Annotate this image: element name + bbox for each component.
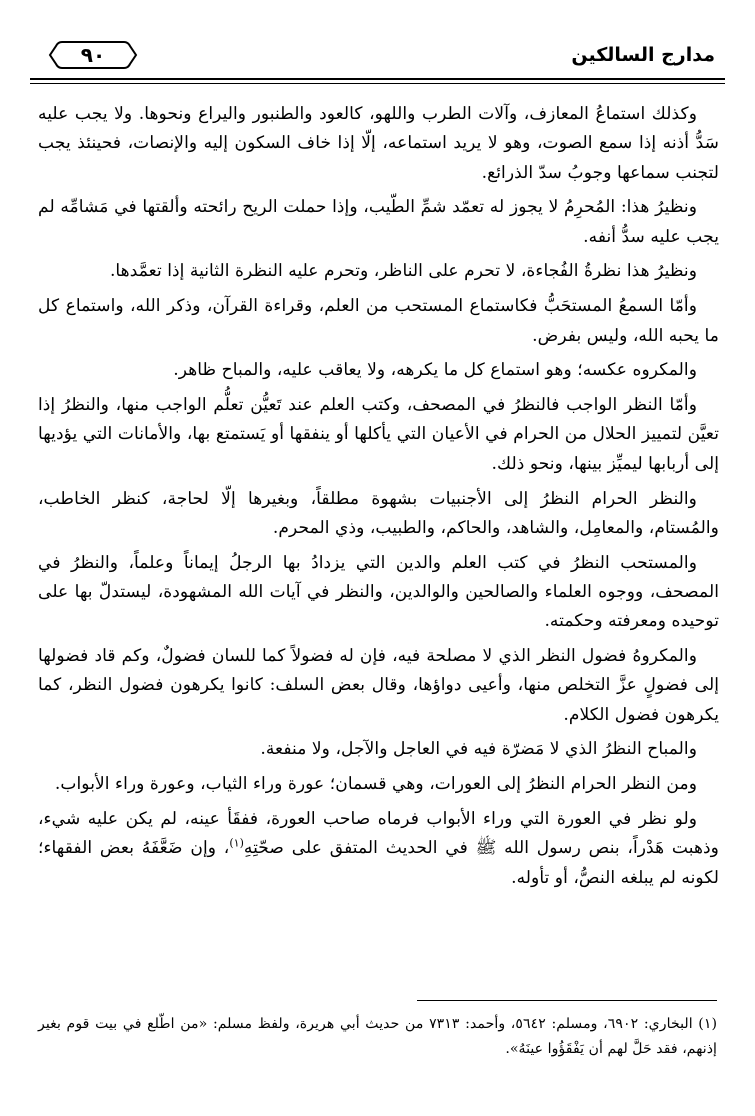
paragraph: والمباح النظرُ الذي لا مَضرّة فيه في العاجل والآجل، ولا منفعة.: [260, 739, 697, 760]
paragraph: والمكروه عكسه؛ وهو استماع كل ما يكرهه، ولا يعاقب عليه، والمباح ظاهر.: [173, 360, 697, 381]
footnote: (١) البخاري: ٦٩٠٢، ومسلم: ٥٦٤٢، وأحمد: ٧٣١٣ من حديث أبي هريرة، ولفظ مسلم: «من اطّلع في بيت قوم بغير إذنهم، فقد حَلَّ لهم أن يَفْقَؤُوا عينَهُ».: [38, 1016, 717, 1057]
header-rule-thin: [30, 83, 725, 84]
book-title: مدارج السالكين: [571, 44, 715, 66]
paragraph: ومن النظر الحرام النظرُ إلى العورات، وهي قسمان؛ عورة وراء الثياب، وعورة وراء الأبواب.: [54, 774, 697, 795]
footnote-reference[interactable]: (١): [229, 836, 244, 850]
paragraph-text: ، وإن ضَعَّفَهُ بعض الفقهاء؛ لكونه لم يبلغه النصُّ، أو تأوله.: [38, 838, 719, 888]
paragraph-with-footnote: [38, 805, 719, 893]
page-number-badge: [48, 40, 138, 70]
paragraph: والمكروهُ فضول النظر الذي لا مصلحة فيه، فإن له فضولاً كما للسان فضولٌ، وكم قاد فضولها إلى فضولٍ عزَّ التخلص منها، وأعيى دواؤها، وقال بعض السلف: كانوا يكرهون فضول النظر، كما يكرهون فضول الكلام.: [38, 646, 719, 725]
paragraph: والمستحب النظرُ في كتب العلم والدين التي يزدادُ بها الرجلُ إيماناً وعلماً، والنظرُ في المصحف، ووجوه العلماء والصالحين والوالدين، والنظر في آيات الله المشهودة، ليستدلّ بها على توحيده ومعرفته وحكمته.: [38, 552, 719, 632]
page-number: ٩٠: [80, 43, 106, 67]
main-text: [38, 100, 719, 898]
paragraph: وأمّا السمعُ المستحَبُّ فكاستماع المستحب من العلم، وقراءة القرآن، وذكر الله، واستماع كل ما يحبه الله، وليس بفرض.: [38, 296, 719, 346]
paragraph: ونظيرُ هذا نظرةُ الفُجاءة، لا تحرم على الناظر، وتحرم عليه النظرة الثانية إذا تعمَّدها.: [109, 261, 697, 282]
page-header: [30, 38, 725, 88]
paragraph: ونظيرُ هذا: المُحرِمُ لا يجوز له تعمّد شمِّ الطّيب، وإذا حملت الريح رائحته وألقتها في مَشامِّه لم يجب عليه سدُّ أنفه.: [38, 197, 719, 247]
header-rule-thick: [30, 78, 725, 80]
paragraph: وأمّا النظر الواجب فالنظرُ في المصحف، وكتب العلم عند تَعيُّن تعلُّم الواجب منها، والنظرُ إذا تعيَّن لتمييز الحلال من الحرام في الأعيان التي يأكلها أو ينفقها أو يَستمتع بها، والأمانات التي يؤديها إلى أربابها ليميِّز بينها، ونحو ذلك.: [38, 395, 719, 474]
paragraph-text: ولو نظر في العورة التي وراء الأبواب فرماه صاحب العورة، ففقَأ عينه، لم يكن عليه شيء، وذهبت هَدْراً، بنص رسول الله ﷺ في الحديث المتفق على صحّتِهِ: [38, 809, 719, 859]
paragraph: والنظر الحرام النظرُ إلى الأجنبيات بشهوة مطلقاً، وبغيرها إلّا لحاجة، كنظر الخاطب، والمُستام، والمعامِل، والشاهد، والحاكم، والطبيب، وذي المحرم.: [38, 488, 719, 538]
footnote-divider: [417, 1000, 717, 1001]
paragraph: وكذلك استماعُ المعازف، وآلات الطرب واللهو، كالعود والطنبور واليراع ونحوها. ولا يجب عليه سَدُّ أذنه إذا سمع الصوت، وهو لا يريد استماعه، إلّا إذا خاف السكون إليه والإنصات، فحينئذ يجب لتجنب سماعها وجوبُ سدّ الذرائع.: [38, 104, 719, 183]
